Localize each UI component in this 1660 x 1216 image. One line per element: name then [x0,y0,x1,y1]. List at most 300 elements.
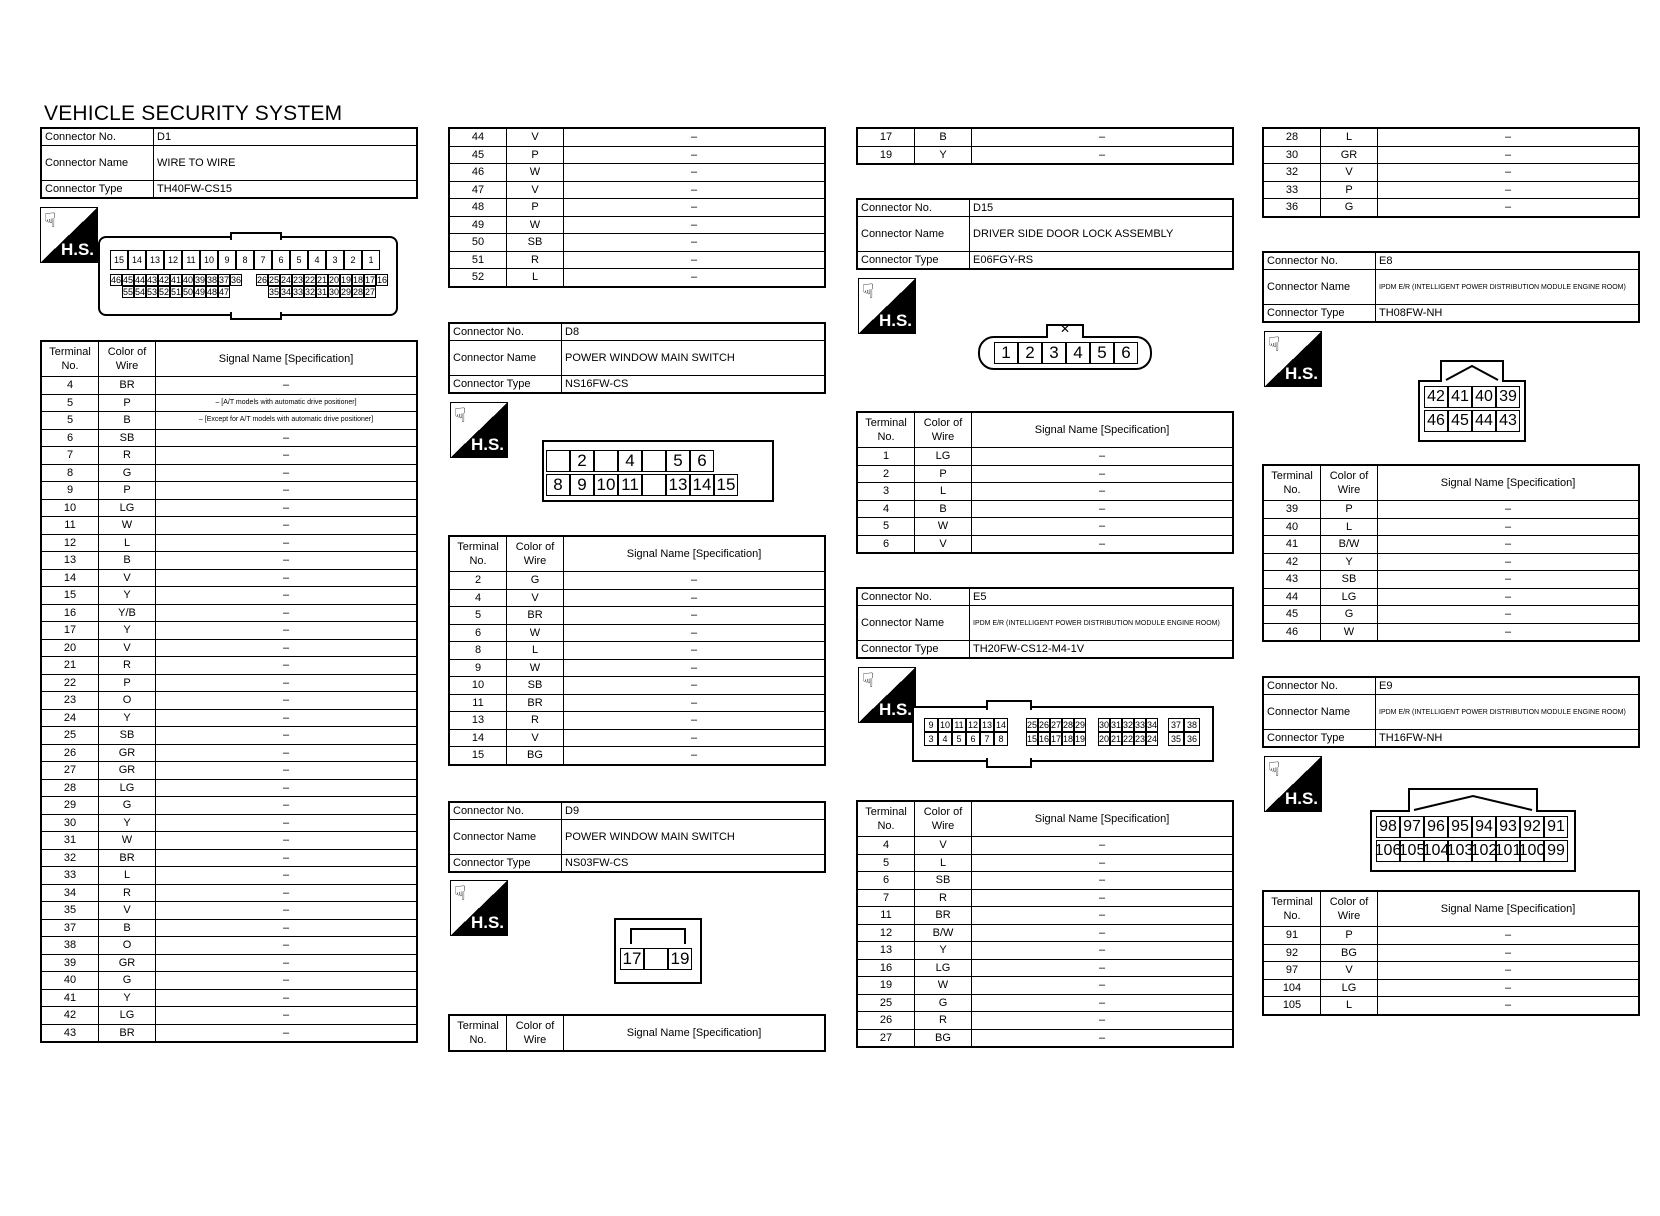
wire-color-cell: L [507,642,564,660]
table-row [41,884,417,902]
e8-hood-chevron [1442,362,1502,382]
wire-color-cell: Y [915,146,972,164]
d15-latch [1046,324,1084,338]
connector-pin: 45 [1448,410,1472,432]
wire-color-cell: R [99,657,156,675]
d1-connector-diagram [98,236,398,316]
terminal-no-cell: 19 [857,146,915,164]
connector-pin: 6 [690,450,714,472]
connector-pin: 6 [272,250,290,270]
connector-pin: 6 [1114,342,1138,364]
table-row [857,872,1233,890]
color-of-wire-header: Color of Wire [1321,465,1378,501]
connector-pin: 93 [1496,816,1520,838]
table-row [1263,181,1639,199]
connector-pin: 6 [966,732,980,746]
connector-pin: 11 [182,250,200,270]
table-row [1263,571,1639,589]
table-row [41,587,417,605]
table-row [41,867,417,885]
terminal-no-cell: 44 [449,128,507,146]
connector-pin: 28 [1063,720,1074,730]
terminal-no-cell: 91 [1263,927,1321,945]
terminal-no-cell: 17 [41,622,99,640]
e5-block-a [924,718,1008,746]
e5-connector-diagram [912,706,1214,762]
table-row [1263,553,1639,571]
signal-name-cell: – [972,146,1234,164]
signal-name-cell: – [156,377,418,395]
wire-color-cell: P [1321,501,1378,519]
connector-pin: 44 [1472,410,1496,432]
terminal-no-cell: 19 [857,977,915,995]
wire-color-cell: BR [507,694,564,712]
d9-connector-diagram [614,918,702,984]
table-row [1263,623,1639,641]
connector-pin: 1 [362,250,380,270]
connector-pin: 41 [171,275,182,285]
wire-color-cell: L [507,269,564,287]
signal-name-cell: – [972,872,1234,890]
table-row [41,709,417,727]
terminal-no-cell: 25 [41,727,99,745]
wire-color-cell: V [99,569,156,587]
signal-name-cell: – [564,251,826,269]
wire-color-cell: G [915,994,972,1012]
table-row [449,607,825,625]
connector-name-label: Connector Name [1263,695,1376,730]
connector-pin: 106 [1376,840,1400,862]
wire-color-cell: R [99,884,156,902]
table-row [41,639,417,657]
terminal-no-cell: 11 [857,907,915,925]
wire-color-cell: W [507,624,564,642]
terminal-no-cell: 36 [1263,199,1321,217]
table-row [41,429,417,447]
table-row [41,727,417,745]
table-row [41,832,417,850]
wire-color-cell: SB [507,677,564,695]
signal-name-cell: – [156,639,418,657]
terminal-no-header: Terminal No. [449,536,507,572]
connector-pin: 100 [1520,840,1544,862]
signal-name-cell: – [1378,181,1640,199]
connector-pin: 19 [668,948,692,970]
connector-pin: 14 [995,720,1006,730]
hs-label: H.S. [1284,789,1318,808]
terminal-no-cell: 51 [449,251,507,269]
terminal-no-cell: 14 [449,729,507,747]
wire-color-cell: SB [99,727,156,745]
table-row [41,762,417,780]
table-row [449,251,825,269]
e9-terminal-table [1262,890,1640,1016]
wire-color-cell: P [1321,927,1378,945]
connector-pin: 20 [1099,734,1110,744]
connector-pin: 12 [164,250,182,270]
connector-pin: 10 [200,250,218,270]
connector-pin: 105 [1400,840,1424,862]
connector-pin: 10 [939,720,950,730]
terminal-no-cell: 13 [41,552,99,570]
connector-pin [644,948,668,970]
wire-color-cell: P [1321,181,1378,199]
terminal-no-cell: 97 [1263,962,1321,980]
connector-pin: 5 [952,732,966,746]
wire-color-cell: P [99,674,156,692]
signal-name-cell: – [972,854,1234,872]
signal-name-cell: – [564,234,826,252]
wire-color-cell: Y/B [99,604,156,622]
wire-color-cell: L [99,534,156,552]
terminal-no-header: Terminal No. [857,801,915,837]
terminal-no-header: Terminal No. [1263,465,1321,501]
signal-name-cell: – [156,727,418,745]
terminal-no-cell: 26 [41,744,99,762]
e9-connector-type: TH16FW-NH [1376,730,1640,748]
terminal-no-cell: 22 [41,674,99,692]
table-row [449,624,825,642]
connector-pin: 33 [1135,720,1146,730]
e5-connector-no: E5 [970,588,1234,606]
terminal-no-cell: 24 [41,709,99,727]
wire-color-cell: BG [915,1029,972,1047]
e8-info-table [1262,251,1640,323]
connector-pin: 17 [620,948,644,970]
table-row [449,216,825,234]
table-row [1263,588,1639,606]
color-of-wire-header: Color of Wire [915,412,972,448]
terminal-no-cell: 12 [857,924,915,942]
connector-pin: 23 [293,275,304,285]
wire-color-cell: SB [915,872,972,890]
table-row [1263,979,1639,997]
d15-info-table [856,198,1234,270]
table-row [449,572,825,590]
connector-pin: 26 [257,275,268,285]
signal-name-cell: – [972,518,1234,536]
connector-pin: 37 [219,275,230,285]
d9-info-table [448,801,826,873]
d1-info-table [40,127,418,199]
table-row [41,902,417,920]
wire-color-cell: V [1321,164,1378,182]
table-row [449,729,825,747]
table-row [41,972,417,990]
signal-name-cell: – [156,797,418,815]
connector-pin: 4 [308,250,326,270]
table-row [41,517,417,535]
d15-hs-badge [858,278,916,334]
d9-connector-name: POWER WINDOW MAIN SWITCH [562,820,826,855]
signal-name-cell: – [564,642,826,660]
signal-name-cell: – [156,674,418,692]
terminal-no-cell: 1 [857,448,915,466]
signal-name-cell: – [1378,536,1640,554]
connector-name-label: Connector Name [41,146,154,181]
signal-name-cell: – [156,709,418,727]
table-row [41,657,417,675]
e9-hood-chevron [1410,790,1536,812]
terminal-no-cell: 5 [41,412,99,430]
connector-pin: 4 [618,450,642,472]
terminal-no-cell: 16 [857,959,915,977]
connector-pin: 39 [195,275,206,285]
connector-pin: 54 [135,287,146,297]
signal-name-cell: – [156,867,418,885]
e9-hs-badge [1264,756,1322,812]
table-row [857,1029,1233,1047]
signal-name-cell: – [156,429,418,447]
wire-color-cell: BG [507,747,564,765]
terminal-no-cell: 6 [41,429,99,447]
signal-name-cell: – [156,919,418,937]
terminal-no-cell: 29 [41,797,99,815]
signal-name-cell: – [972,977,1234,995]
connector-pin: 51 [171,287,182,297]
terminal-no-cell: 39 [41,954,99,972]
connector-pin: 41 [1448,386,1472,408]
d15-connector-name: DRIVER SIDE DOOR LOCK ASSEMBLY [970,217,1234,252]
connector-type-label: Connector Type [449,855,562,873]
e5-cont-terminal-table [1262,127,1640,218]
table-row [449,181,825,199]
connector-pin: 24 [1147,734,1158,744]
d1-pin-row-bot-right [268,286,376,298]
signal-name-header: Signal Name [Specification] [564,536,826,572]
table-row [857,1012,1233,1030]
wire-color-cell: SB [1321,571,1378,589]
wire-color-cell: V [507,181,564,199]
wire-color-cell: G [99,464,156,482]
terminal-no-cell: 35 [41,902,99,920]
connector-pin: 19 [341,275,352,285]
d9-cont-wrap [856,127,1234,165]
signal-name-cell: – [A/T models with automatic drive positioner] [156,394,418,412]
table-row [41,692,417,710]
signal-name-cell: – [1378,588,1640,606]
wire-color-cell: GR [99,744,156,762]
wire-color-cell: L [1321,128,1378,146]
e5-terminal-table [856,800,1234,1048]
wire-color-cell: R [99,447,156,465]
connector-pin: 22 [1123,734,1134,744]
connector-pin: 55 [123,287,134,297]
terminal-no-cell: 2 [857,465,915,483]
connector-pin: 1 [994,342,1018,364]
connector-name-label: Connector Name [449,341,562,376]
d1-pin-row-bot-left [122,286,230,298]
signal-name-cell: – [156,499,418,517]
table-row [41,1024,417,1042]
table-row [857,483,1233,501]
wire-color-cell: B [99,919,156,937]
wire-color-cell: GR [99,762,156,780]
wire-color-cell: G [1321,199,1378,217]
signal-name-cell: – [1378,518,1640,536]
d8-info-wrap [448,322,826,394]
terminal-no-header: Terminal No. [41,341,99,377]
connector-pin: 17 [1051,734,1062,744]
terminal-no-cell: 8 [41,464,99,482]
wire-color-cell: V [915,535,972,553]
signal-name-header: Signal Name [Specification] [564,1015,826,1051]
connector-pin: 104 [1424,840,1448,862]
e5-block-b [1026,718,1086,746]
connector-pin: 30 [329,287,340,297]
wire-color-cell: P [915,465,972,483]
connector-pin: 103 [1448,840,1472,862]
wire-color-cell: P [507,146,564,164]
signal-name-cell: – [564,677,826,695]
signal-name-cell: – [972,1012,1234,1030]
connector-pin: 38 [1184,718,1200,732]
d9-info-wrap [448,801,826,873]
connector-type-label: Connector Type [449,376,562,394]
e9-connector-name: IPDM E/R (INTELLIGENT POWER DISTRIBUTION MODULE ENGINE ROOM) [1376,695,1640,730]
d8-connector-no: D8 [562,323,826,341]
wire-color-cell: W [915,977,972,995]
signal-name-cell: – [564,128,826,146]
connector-pin: 27 [365,287,376,297]
signal-name-cell: – [156,832,418,850]
connector-pin: 49 [195,287,206,297]
signal-name-cell: – [1378,979,1640,997]
hand-icon: ☟ [1268,334,1281,356]
connector-pin: 38 [207,275,218,285]
connector-pin: 21 [1111,734,1122,744]
d15-connector-no: D15 [970,199,1234,217]
connector-pin: 40 [1472,386,1496,408]
table-row [1263,536,1639,554]
table-row [449,712,825,730]
signal-name-cell: – [564,589,826,607]
table-row [449,589,825,607]
d15-terminal-table [856,411,1234,554]
table-row [449,128,825,146]
terminal-no-cell: 11 [449,694,507,712]
table-row [857,837,1233,855]
hs-label: H.S. [878,311,912,330]
terminal-no-cell: 4 [857,837,915,855]
connector-pin: 15 [1027,734,1038,744]
terminal-no-cell: 4 [857,500,915,518]
terminal-no-cell: 5 [857,518,915,536]
wire-color-cell: G [507,572,564,590]
connector-pin: 16 [1039,734,1050,744]
table-row [41,1007,417,1025]
signal-name-cell: – [156,779,418,797]
signal-name-cell: – [564,269,826,287]
connector-pin [642,450,666,472]
wire-color-cell: R [915,889,972,907]
terminal-no-cell: 52 [449,269,507,287]
latch-x-icon: ✕ [1059,322,1071,336]
table-row [449,677,825,695]
hand-icon: ☟ [862,670,875,692]
d8-pin-row-top [546,450,714,472]
wire-color-cell: LG [99,1007,156,1025]
table-row [857,889,1233,907]
table-row [1263,146,1639,164]
signal-name-cell: – [564,164,826,182]
signal-name-cell: – [156,937,418,955]
terminal-no-cell: 26 [857,1012,915,1030]
d8-terminal-table [448,535,826,766]
wire-color-cell: LG [915,448,972,466]
e9-connector-diagram [1370,810,1576,872]
d15-terminal-table-wrap [856,411,1234,554]
signal-name-cell: – [564,659,826,677]
table-row [857,128,1233,146]
signal-name-cell: – [972,535,1234,553]
wire-color-cell: V [915,837,972,855]
connector-pin: 36 [1184,732,1200,746]
signal-name-cell: – [156,622,418,640]
signal-name-cell: – [1378,128,1640,146]
d1-connector-type: TH40FW-CS15 [154,181,418,199]
terminal-no-cell: 32 [1263,164,1321,182]
connector-pin: 39 [1496,386,1520,408]
connector-pin: 7 [254,250,272,270]
table-row [449,269,825,287]
terminal-no-cell: 4 [41,377,99,395]
connector-no-label: Connector No. [41,128,154,146]
wire-color-cell: L [99,867,156,885]
table-row [41,604,417,622]
terminal-no-cell: 46 [1263,623,1321,641]
terminal-no-cell: 30 [1263,146,1321,164]
terminal-no-header: Terminal No. [449,1015,507,1051]
connector-pin: 48 [207,287,218,297]
table-row [857,518,1233,536]
wire-color-cell: O [99,692,156,710]
connector-pin: 3 [1042,342,1066,364]
terminal-no-cell: 37 [41,919,99,937]
e9-connector-no: E9 [1376,677,1640,695]
signal-name-header: Signal Name [Specification] [1378,891,1640,927]
wire-color-cell: P [99,482,156,500]
signal-name-cell: – [Except for A/T models with automatic drive positioner] [156,412,418,430]
signal-name-cell: – [156,692,418,710]
signal-name-cell: – [564,146,826,164]
connector-pin: 21 [317,275,328,285]
connector-pin: 94 [1472,816,1496,838]
terminal-no-cell: 28 [41,779,99,797]
terminal-no-cell: 43 [41,1024,99,1042]
signal-name-cell: – [564,181,826,199]
connector-pin: 7 [980,732,994,746]
connector-pin: 11 [952,718,966,732]
wire-color-cell: LG [915,959,972,977]
signal-name-cell: – [156,762,418,780]
hs-label: H.S. [470,435,504,454]
table-row [1263,997,1639,1015]
wire-color-cell: V [1321,962,1378,980]
connector-no-label: Connector No. [857,199,970,217]
wire-color-cell: B/W [915,924,972,942]
page-title: VEHICLE SECURITY SYSTEM [44,102,343,125]
signal-name-cell: – [156,482,418,500]
connector-pin: 46 [1424,410,1448,432]
signal-name-cell: – [1378,146,1640,164]
d9-pin-row [620,948,692,970]
e5-connector-name: IPDM E/R (INTELLIGENT POWER DISTRIBUTION MODULE ENGINE ROOM) [970,606,1234,641]
connector-name-label: Connector Name [1263,270,1376,305]
d8-connector-diagram [542,440,774,502]
hs-label: H.S. [878,700,912,719]
terminal-no-cell: 92 [1263,944,1321,962]
